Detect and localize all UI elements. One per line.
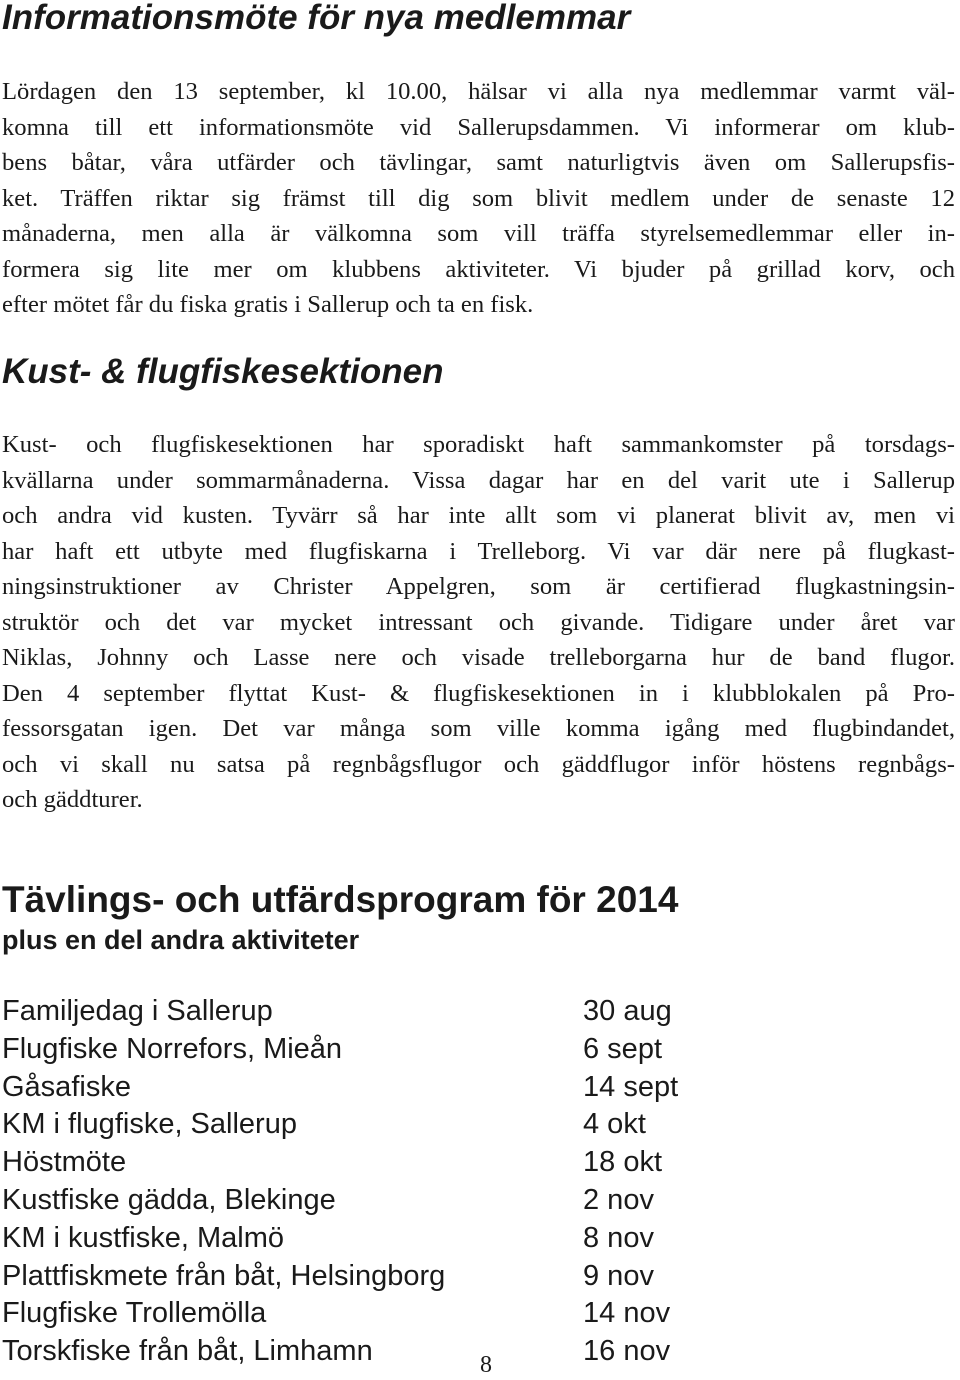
schedule-row [2, 1106, 762, 1144]
paragraph-line: Kust- och flugfiskesektionen har sporadiskt haft sammankomster på torsdags- [2, 431, 955, 458]
paragraph-line: struktör och det var mycket intressant och givande. Tidigare under året var [2, 608, 955, 636]
section-body-informationsmote [2, 74, 955, 323]
event-date: 30 aug [583, 995, 672, 1027]
event-date: 16 nov [583, 1335, 671, 1368]
paragraph-line: månaderna, men alla är välkomna som vill träffa styrelsemedlemmar eller in- [2, 220, 955, 247]
paragraph-line: kvällarna under sommarmånaderna. Vissa dagar har en del varit ute i Sallerup [2, 466, 955, 494]
program-subtitle: plus en del andra aktiviteter [2, 925, 360, 955]
paragraph-line: komna till ett informationsmöte vid Sallerupsdammen. Vi informerar om klub- [2, 113, 955, 141]
schedule-row [2, 1069, 762, 1107]
event-date: 8 nov [583, 1221, 654, 1254]
event-name: Gåsafiske [2, 1070, 131, 1103]
paragraph-line: fessorsgatan igen. Det var många som ville komma igång med flugbindandet, [2, 715, 955, 742]
section-title-kust-flugfiske: Kust- & flugfiskesektionen [2, 352, 444, 391]
paragraph-line: efter mötet får du fiska gratis i Sallerup och ta en fisk. [2, 291, 534, 318]
schedule-row [2, 1258, 762, 1296]
paragraph-line: bens båtar, våra utfärder och tävlingar, samt naturligtvis även om Sallerupsfis- [2, 149, 955, 176]
schedule-row [2, 1144, 762, 1182]
paragraph-line: har haft ett utbyte med flugfiskarna i Trelleborg. Vi var där nere på flugkast- [2, 537, 955, 565]
event-date: 14 nov [583, 1297, 671, 1330]
event-name: Familjedag i Sallerup [2, 995, 273, 1027]
page-number: 8 [480, 1352, 492, 1378]
schedule-row [2, 993, 762, 1031]
schedule-row [2, 1295, 762, 1333]
schedule-row [2, 1220, 762, 1258]
event-date: 2 nov [583, 1183, 654, 1216]
paragraph-line: och andra vid kusten. Tyvärr så har inte allt som vi planerat blivit av, men vi [2, 502, 955, 529]
schedule-row [2, 1333, 762, 1371]
paragraph-line: ket. Träffen riktar sig främst till dig som blivit medlem under de senaste 12 [2, 184, 955, 212]
paragraph-line: och gäddturer. [2, 786, 143, 813]
event-name: Plattfiskmete från båt, Helsingborg [2, 1259, 446, 1292]
paragraph-line: Den 4 september flyttat Kust- & flugfiskesektionen in i klubblokalen på Pro- [2, 679, 955, 707]
section-title-informationsmote: Informationsmöte för nya medlemmar [2, 0, 631, 37]
event-name: Flugfiske Norrefors, Mieån [2, 1032, 343, 1065]
event-date: 18 okt [583, 1146, 662, 1179]
event-date: 9 nov [583, 1259, 654, 1292]
event-name: Torskfiske från båt, Limhamn [2, 1335, 373, 1368]
paragraph-line: och vi skall nu satsa på regnbågsflugor och gäddflugor inför höstens regnbågs- [2, 750, 955, 778]
event-name: KM i kustfiske, Malmö [2, 1221, 284, 1254]
schedule-row [2, 1031, 762, 1069]
event-date: 6 sept [583, 1032, 662, 1065]
paragraph-line: formera sig lite mer om klubbens aktiviteter. Vi bjuder på grillad korv, och [2, 255, 955, 283]
section-body-kust-flugfiske [2, 427, 955, 818]
event-name: Kustfiske gädda, Blekinge [2, 1183, 336, 1216]
event-date: 14 sept [583, 1070, 679, 1103]
event-name: Flugfiske Trollemölla [2, 1297, 267, 1330]
event-name: Höstmöte [2, 1146, 127, 1179]
paragraph-line: ningsinstruktioner av Christer Appelgren, som är certifierad flugkastningsin- [2, 573, 955, 600]
schedule-row [2, 1182, 762, 1220]
event-date: 4 okt [583, 1108, 646, 1141]
paragraph-line: Lördagen den 13 september, kl 10.00, hälsar vi alla nya medlemmar varmt väl- [2, 78, 955, 105]
paragraph-line: Niklas, Johnny och Lasse nere och visade trelleborgarna hur de band flugor. [2, 644, 955, 671]
event-schedule [2, 993, 762, 1371]
program-title: Tävlings- och utfärdsprogram för 2014 [2, 879, 679, 920]
event-name: KM i flugfiske, Sallerup [2, 1108, 297, 1141]
